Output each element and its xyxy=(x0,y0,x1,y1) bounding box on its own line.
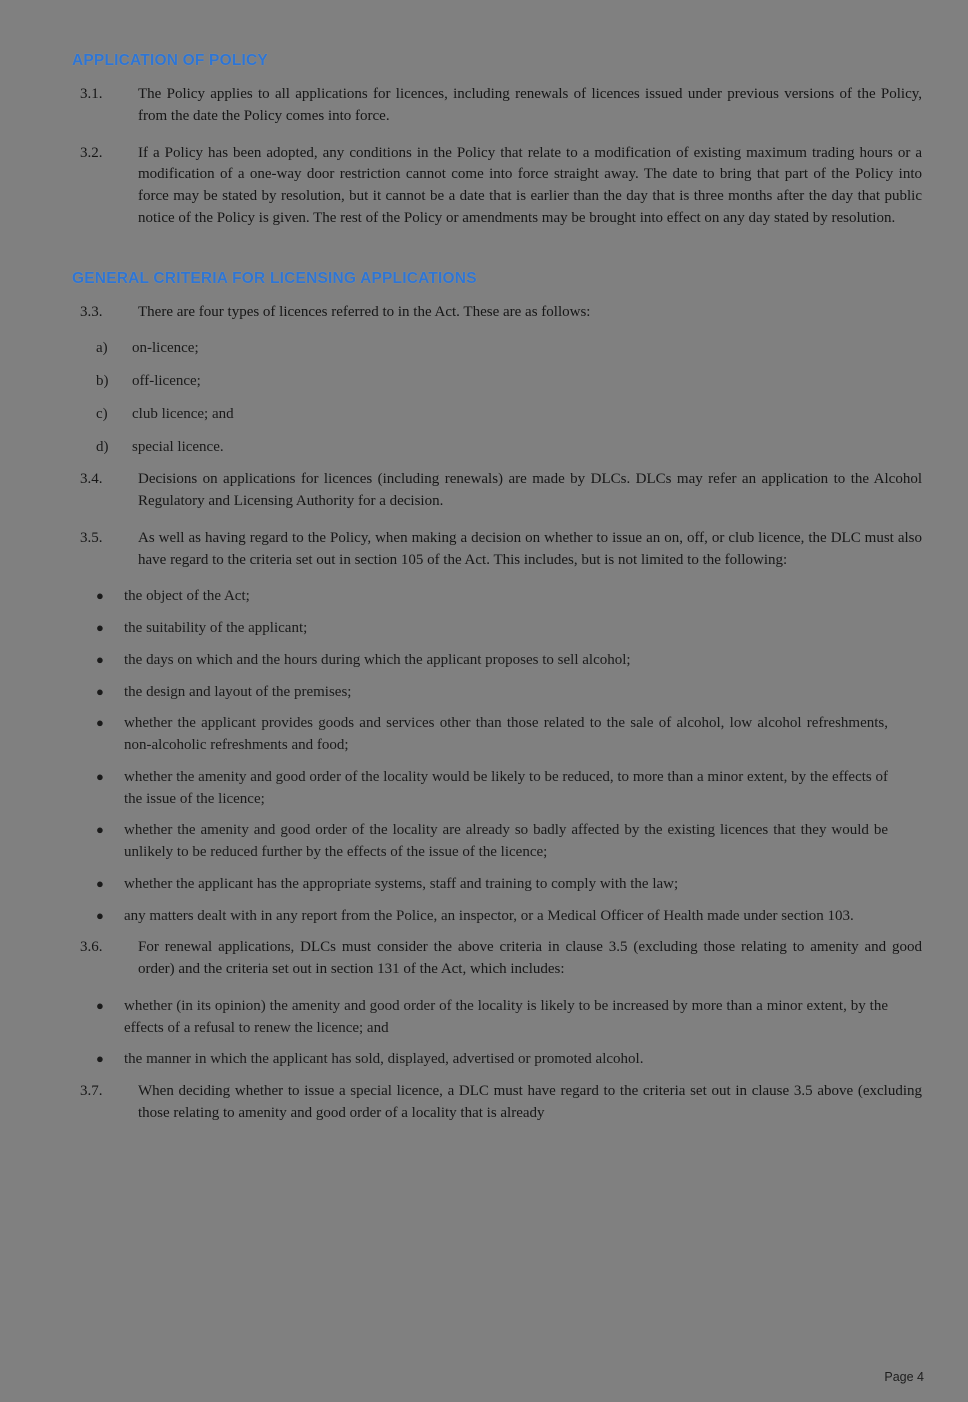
clause-3-6 xyxy=(44,937,924,981)
list-marker: a) xyxy=(96,340,108,357)
clause-text: There are four types of licences referred to in the Act. These are as follows: xyxy=(138,303,591,320)
list-item xyxy=(44,820,924,864)
clause-3-1 xyxy=(44,84,924,128)
list-item-label: club licence; and xyxy=(132,405,234,422)
bullet-icon: ● xyxy=(96,907,104,923)
clause-number: 3.1. xyxy=(80,86,103,102)
clause-text: For renewal applications, DLCs must consider the above criteria in clause 3.5 (excluding those relating to amenity and good order) and the criteria set out in section 131 of the Act, which includes: xyxy=(138,939,922,977)
clause-number: 3.4. xyxy=(80,471,103,488)
bullet-icon: ● xyxy=(96,997,104,1013)
list-item-label: whether (in its opinion) the amenity and good order of the locality is likely to be increased by more than a minor extent, by the effects of a refusal to renew the licence; and xyxy=(124,997,888,1036)
list-marker: c) xyxy=(96,405,108,422)
clause-3-2 xyxy=(44,143,924,230)
list-item xyxy=(44,1049,924,1071)
clause-3-4 xyxy=(44,469,924,513)
list-item xyxy=(44,996,924,1040)
section-105-criteria-list xyxy=(44,586,924,927)
list-item-label: the object of the Act; xyxy=(124,588,250,605)
list-item xyxy=(44,650,924,672)
bullet-icon: ● xyxy=(96,1051,104,1067)
licence-types-list xyxy=(44,338,924,458)
bullet-icon: ● xyxy=(96,822,104,838)
list-marker: b) xyxy=(96,373,109,389)
list-item-label: whether the amenity and good order of the locality are already so badly affected by the existing licences that they would be unlikely to be reduced further by the effects of the issue of the licence; xyxy=(124,822,888,860)
clause-text: If a Policy has been adopted, any conditions in the Policy that relate to a modification of existing maximum trading hours or a modification of a one-way door restriction cannot come into force straight away. The date to bring that part of the Policy into force may be stated by resolution, but it cannot be a date that is earlier than the day that is three months after the day that public notice of the Policy is given. The rest of the Policy or amendments may be brought into effect on any day stated by resolution. xyxy=(138,144,922,226)
clause-3-3 xyxy=(44,302,924,324)
section-heading-general-criteria: GENERAL CRITERIA FOR LICENSING APPLICATIONS xyxy=(72,269,477,287)
clause-3-7 xyxy=(44,1081,924,1125)
clause-number: 3.5. xyxy=(80,529,103,546)
bullet-icon: ● xyxy=(96,875,104,891)
list-item xyxy=(44,586,924,608)
list-item-label: the days on which and the hours during which the applicant proposes to sell alcohol; xyxy=(124,651,631,668)
list-item xyxy=(44,404,924,426)
section-131-criteria-list xyxy=(44,996,924,1071)
list-item xyxy=(44,906,924,928)
list-item xyxy=(44,713,924,757)
list-item-label: the manner in which the applicant has sold, displayed, advertised or promoted alcohol. xyxy=(124,1051,644,1068)
list-item xyxy=(44,437,924,459)
section-heading-application-of-policy: APPLICATION OF POLICY xyxy=(72,52,268,69)
list-marker: d) xyxy=(96,438,109,455)
bullet-icon: ● xyxy=(96,715,104,731)
bullet-icon: ● xyxy=(96,620,104,635)
list-item-label: special licence. xyxy=(132,438,224,455)
list-item xyxy=(44,618,924,640)
list-item-label: on-licence; xyxy=(132,340,199,357)
bullet-icon: ● xyxy=(96,768,104,784)
clause-3-5 xyxy=(44,528,924,572)
clause-number: 3.6. xyxy=(80,939,103,956)
bullet-icon: ● xyxy=(96,588,104,604)
page-number: Page 4 xyxy=(884,1370,924,1384)
bullet-icon: ● xyxy=(96,651,104,667)
clause-text: As well as having regard to the Policy, when making a decision on whether to issue an on, off, or club licence, the DLC must also have regard to the criteria set out in section 105 of the Act. This includes, but is not limited to the following: xyxy=(138,529,922,568)
clause-number: 3.7. xyxy=(80,1083,103,1099)
list-item xyxy=(44,767,924,811)
list-item xyxy=(44,682,924,704)
bullet-icon: ● xyxy=(96,683,104,699)
list-item-label: whether the applicant has the appropriate systems, staff and training to comply with the law; xyxy=(124,875,679,892)
list-item xyxy=(44,874,924,896)
list-item-label: off-licence; xyxy=(132,373,201,389)
list-item xyxy=(44,371,924,393)
list-item-label: whether the applicant provides goods and services other than those related to the sale of alcohol, low alcohol refreshments, non-alcoholic refreshments and food; xyxy=(124,715,888,753)
clause-number: 3.3. xyxy=(80,303,103,320)
list-item-label: the suitability of the applicant; xyxy=(124,620,308,636)
clause-number: 3.2. xyxy=(80,144,103,161)
clause-text: When deciding whether to issue a special licence, a DLC must have regard to the criteria set out in clause 3.5 above (excluding those relating to amenity and good order of a locality that is already xyxy=(138,1083,922,1121)
list-item-label: any matters dealt with in any report from the Police, an inspector, or a Medical Officer of Health made under section 103. xyxy=(124,907,854,924)
list-item-label: whether the amenity and good order of the locality would be likely to be reduced, to more than a minor extent, by the effects of the issue of the licence; xyxy=(124,768,888,807)
list-item xyxy=(44,338,924,360)
clause-text: The Policy applies to all applications for licences, including renewals of licences issued under previous versions of the Policy, from the date the Policy comes into force. xyxy=(138,86,922,124)
clause-text: Decisions on applications for licences (including renewals) are made by DLCs. DLCs may refer an application to the Alcohol Regulatory and Licensing Authority for a decision. xyxy=(138,471,922,509)
list-item-label: the design and layout of the premises; xyxy=(124,683,352,700)
